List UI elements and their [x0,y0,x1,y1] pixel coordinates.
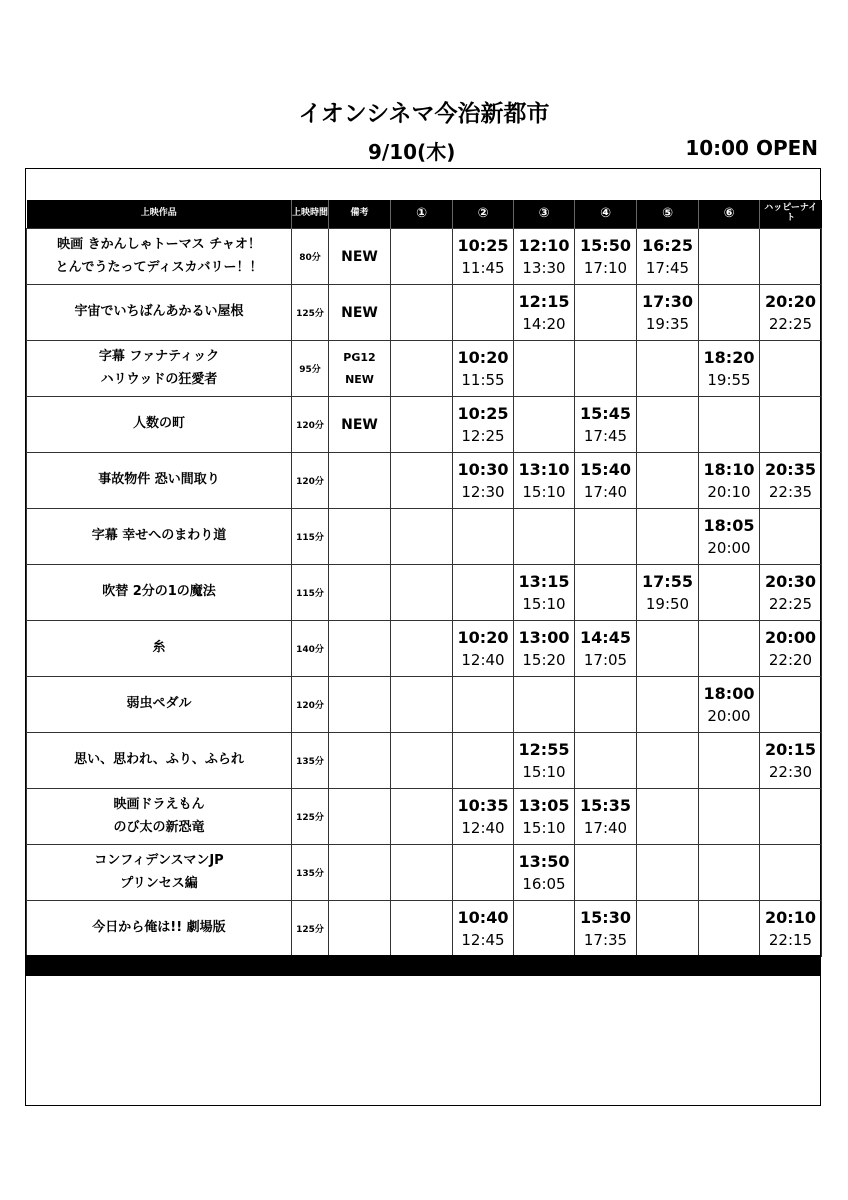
end-time: 11:55 [461,370,505,389]
movie-row [27,509,822,565]
showtime-cell [453,621,514,677]
end-time: 15:10 [522,594,566,613]
note-label: NEW [341,304,378,321]
footer-bar [26,955,821,976]
movie-title-line: 弱虫ペダル [126,696,192,712]
movie-title [27,453,292,509]
showtime-cell [637,509,699,565]
movie-duration: 115分 [292,565,329,621]
movie-title [27,285,292,341]
start-time: 10:20 [457,627,509,647]
movie-note [329,845,391,901]
showtime-cell [637,845,699,901]
end-time: 17:10 [583,258,628,277]
end-time: 12:40 [461,818,505,837]
end-time: 22:25 [768,314,813,333]
start-time: 12:55 [518,739,570,759]
showtime-cell [760,509,822,565]
movie-row [27,341,822,397]
movie-title-line: のび太の新恐竜 [113,819,205,835]
end-time: 17:05 [583,650,628,669]
showtime-cell [453,733,514,789]
showtime-cell [699,733,760,789]
showtime-cell [453,397,514,453]
showtime-cell [760,341,822,397]
movie-title [27,789,292,845]
header-row [27,200,822,229]
movie-row [27,453,822,509]
showtime-cell [391,901,453,957]
showtime-cell [514,789,575,845]
showtime-cell [575,453,637,509]
col-screen-6-header: ⑥ [699,200,760,229]
start-time: 13:50 [518,851,570,871]
showtime-cell [760,901,822,957]
end-time: 13:30 [522,258,566,277]
showtime-cell [637,901,699,957]
end-time: 22:35 [768,482,813,501]
showtime-cell [699,453,760,509]
movie-note [329,565,391,621]
showtime-cell [699,565,760,621]
start-time: 20:10 [765,907,816,927]
opening-time: 10:00 OPEN [685,136,818,160]
showtime-cell [760,229,822,285]
end-time: 12:25 [461,426,505,445]
col-screen-2-header: ② [453,200,514,229]
showtime-cell [514,341,575,397]
showtime-cell [760,397,822,453]
end-time: 11:45 [461,258,505,277]
start-time: 10:35 [457,795,509,815]
showtime-cell [391,733,453,789]
start-time: 20:15 [765,739,816,759]
movie-row [27,229,822,285]
col-screen-4-header: ④ [575,200,637,229]
showtime-cell [575,677,637,733]
start-time: 13:10 [518,459,570,479]
start-time: 20:35 [765,459,816,479]
movie-duration: 120分 [292,397,329,453]
end-time: 20:00 [707,538,751,557]
movie-row [27,677,822,733]
showtime-cell [637,341,699,397]
movie-title-line: 吹替 2分の1の魔法 [102,584,216,600]
start-time: 15:45 [580,403,631,423]
showtime-cell [514,397,575,453]
end-time: 15:10 [522,482,566,501]
start-time: 17:30 [642,291,693,311]
start-time: 17:55 [642,571,693,591]
showtime-cell [699,341,760,397]
showtime-cell [514,677,575,733]
end-time: 15:20 [522,650,566,669]
showtime-cell [699,285,760,341]
movie-row [27,397,822,453]
movie-note [329,621,391,677]
end-time: 19:50 [645,594,690,613]
end-time: 17:40 [583,818,628,837]
showtime-cell [637,565,699,621]
showtime-cell [699,677,760,733]
movie-note [329,341,391,397]
showtime-cell [637,621,699,677]
showtime-cell [760,565,822,621]
end-time: 20:10 [707,482,751,501]
end-time: 17:40 [583,482,628,501]
showtime-cell [514,845,575,901]
showtime-cell [575,397,637,453]
start-time: 18:05 [703,515,755,535]
showtime-cell [453,901,514,957]
movie-duration: 125分 [292,789,329,845]
movie-row [27,845,822,901]
note-label: PG12 [343,350,376,364]
schedule-body [27,229,822,957]
start-time: 20:30 [765,571,816,591]
showtime-cell [760,677,822,733]
col-note-header: 備考 [329,200,391,229]
start-time: 18:10 [703,459,755,479]
movie-title-line: 映画ドラえもん [113,797,205,813]
showtime-cell [391,341,453,397]
movie-title-line: 字幕 ファナティック [98,349,220,365]
start-time: 16:25 [642,235,693,255]
movie-duration: 140分 [292,621,329,677]
movie-title-line: 糸 [152,640,166,656]
showtime-cell [699,229,760,285]
movie-title-line: ハリウッドの狂愛者 [100,371,218,387]
movie-title-line: 今日から俺は!! 劇場版 [92,920,226,936]
start-time: 13:00 [518,627,570,647]
end-time: 12:30 [461,482,505,501]
end-time: 20:00 [707,706,751,725]
showtime-cell [575,509,637,565]
showtime-cell [637,397,699,453]
showtime-cell [453,565,514,621]
movie-note [329,229,391,285]
movie-duration: 115分 [292,509,329,565]
showtime-cell [637,229,699,285]
movie-title [27,229,292,285]
movie-note [329,397,391,453]
start-time: 15:40 [580,459,631,479]
showtime-cell [575,789,637,845]
movie-title [27,845,292,901]
movie-duration: 80分 [292,229,329,285]
start-time: 15:35 [580,795,631,815]
start-time: 10:30 [457,459,509,479]
movie-row [27,901,822,957]
showtime-cell [391,677,453,733]
showtime-cell [453,845,514,901]
showtime-cell [575,285,637,341]
movie-title-line: 人数の町 [132,416,185,432]
end-time: 16:05 [522,874,566,893]
end-time: 19:55 [707,370,751,389]
showtime-cell [575,341,637,397]
showtime-cell [575,621,637,677]
movie-duration: 125分 [292,901,329,957]
movie-duration: 120分 [292,677,329,733]
showtime-cell [637,285,699,341]
movie-title-line: プリンセス編 [120,875,198,891]
col-happy-night-header: ハッピーナイト [760,200,822,229]
start-time: 20:20 [765,291,816,311]
showtime-cell [514,901,575,957]
showtime-cell [453,453,514,509]
showtime-cell [453,341,514,397]
showtime-cell [514,509,575,565]
end-time: 12:45 [461,930,505,949]
showtime-cell [575,733,637,789]
showtime-cell [637,789,699,845]
movie-duration: 125分 [292,285,329,341]
showtime-cell [391,845,453,901]
movie-row [27,789,822,845]
movie-title [27,677,292,733]
cinema-title: イオンシネマ今治新都市 [298,101,550,127]
start-time: 12:15 [518,291,570,311]
showtime-cell [637,733,699,789]
movie-title-line: 映画 きかんしゃトーマス チャオ！ [57,237,261,253]
movie-note [329,677,391,733]
movie-row [27,565,822,621]
movie-duration: 120分 [292,453,329,509]
showtime-cell [453,229,514,285]
end-time: 12:40 [461,650,505,669]
end-time: 22:20 [768,650,813,669]
movie-title-line: 事故物件 恐い間取り [98,472,220,488]
showtime-cell [760,733,822,789]
end-time: 22:30 [768,762,813,781]
movie-title [27,621,292,677]
showtime-cell [760,453,822,509]
showtime-cell [514,565,575,621]
end-time: 17:45 [645,258,690,277]
start-time: 15:50 [580,235,631,255]
showtime-cell [391,285,453,341]
start-time: 14:45 [580,627,631,647]
start-time: 13:05 [518,795,570,815]
showtime-cell [699,621,760,677]
showtime-cell [453,509,514,565]
showtime-cell [760,789,822,845]
start-time: 10:40 [457,907,509,927]
movie-title [27,565,292,621]
start-time: 10:25 [457,403,509,423]
note-label: NEW [345,372,374,386]
showtime-cell [575,901,637,957]
schedule-table [26,200,822,957]
movie-title-line: 宇宙でいちばんあかるい屋根 [74,304,244,320]
showtime-cell [514,285,575,341]
showtime-cell [514,453,575,509]
showtime-cell [391,453,453,509]
movie-note [329,453,391,509]
showtime-cell [453,677,514,733]
movie-title [27,901,292,957]
showtime-cell [760,621,822,677]
col-screen-1-header: ① [391,200,453,229]
col-duration-header: 上映時間 [292,200,329,229]
start-time: 12:10 [518,235,570,255]
end-time: 22:25 [768,594,813,613]
end-time: 17:45 [583,426,628,445]
showtime-cell [514,733,575,789]
movie-title-line: コンフィデンスマンJP [94,853,224,869]
movie-row [27,733,822,789]
movie-note [329,733,391,789]
showtime-cell [699,397,760,453]
movie-duration: 95分 [292,341,329,397]
end-time: 22:15 [768,930,813,949]
showtime-cell [699,845,760,901]
start-time: 18:00 [703,683,755,703]
movie-title [27,733,292,789]
start-time: 15:30 [580,907,631,927]
end-time: 14:20 [522,314,566,333]
start-time: 10:20 [457,347,509,367]
showtime-cell [699,509,760,565]
showtime-cell [391,229,453,285]
showtime-cell [699,789,760,845]
movie-row [27,621,822,677]
movie-title-line: 字幕 幸せへのまわり道 [91,528,227,544]
movie-title [27,509,292,565]
showtime-cell [637,453,699,509]
movie-title [27,397,292,453]
showtime-cell [391,397,453,453]
start-time: 20:00 [765,627,816,647]
showtime-cell [391,565,453,621]
end-time: 15:10 [522,818,566,837]
movie-row [27,285,822,341]
showtime-cell [575,845,637,901]
col-screen-5-header: ⑤ [637,200,699,229]
start-time: 18:20 [703,347,755,367]
showtime-cell [760,285,822,341]
showtime-cell [514,621,575,677]
showtime-cell [391,621,453,677]
showtime-cell [514,229,575,285]
movie-duration: 135分 [292,845,329,901]
movie-note [329,901,391,957]
showtime-cell [637,677,699,733]
movie-note [329,789,391,845]
showtime-cell [391,509,453,565]
end-time: 15:10 [522,762,566,781]
end-time: 19:35 [645,314,690,333]
showtime-cell [575,229,637,285]
movie-title [27,341,292,397]
movie-note [329,285,391,341]
showtime-cell [760,845,822,901]
movie-title-line: とんでうたってディスカバリー！！ [55,259,263,275]
schedule-date: 9/10(木) [368,140,456,164]
note-label: NEW [341,416,378,433]
col-title-header: 上映作品 [27,200,292,229]
end-time: 17:35 [583,930,628,949]
showtime-cell [391,789,453,845]
start-time: 13:15 [518,571,570,591]
showtime-cell [699,901,760,957]
movie-note [329,509,391,565]
showtime-cell [575,565,637,621]
showtime-cell [453,285,514,341]
note-label: NEW [341,248,378,265]
start-time: 10:25 [457,235,509,255]
movie-title-line: 思い、思われ、ふり、ふられ [74,752,244,768]
showtime-cell [453,789,514,845]
movie-duration: 135分 [292,733,329,789]
col-screen-3-header: ③ [514,200,575,229]
